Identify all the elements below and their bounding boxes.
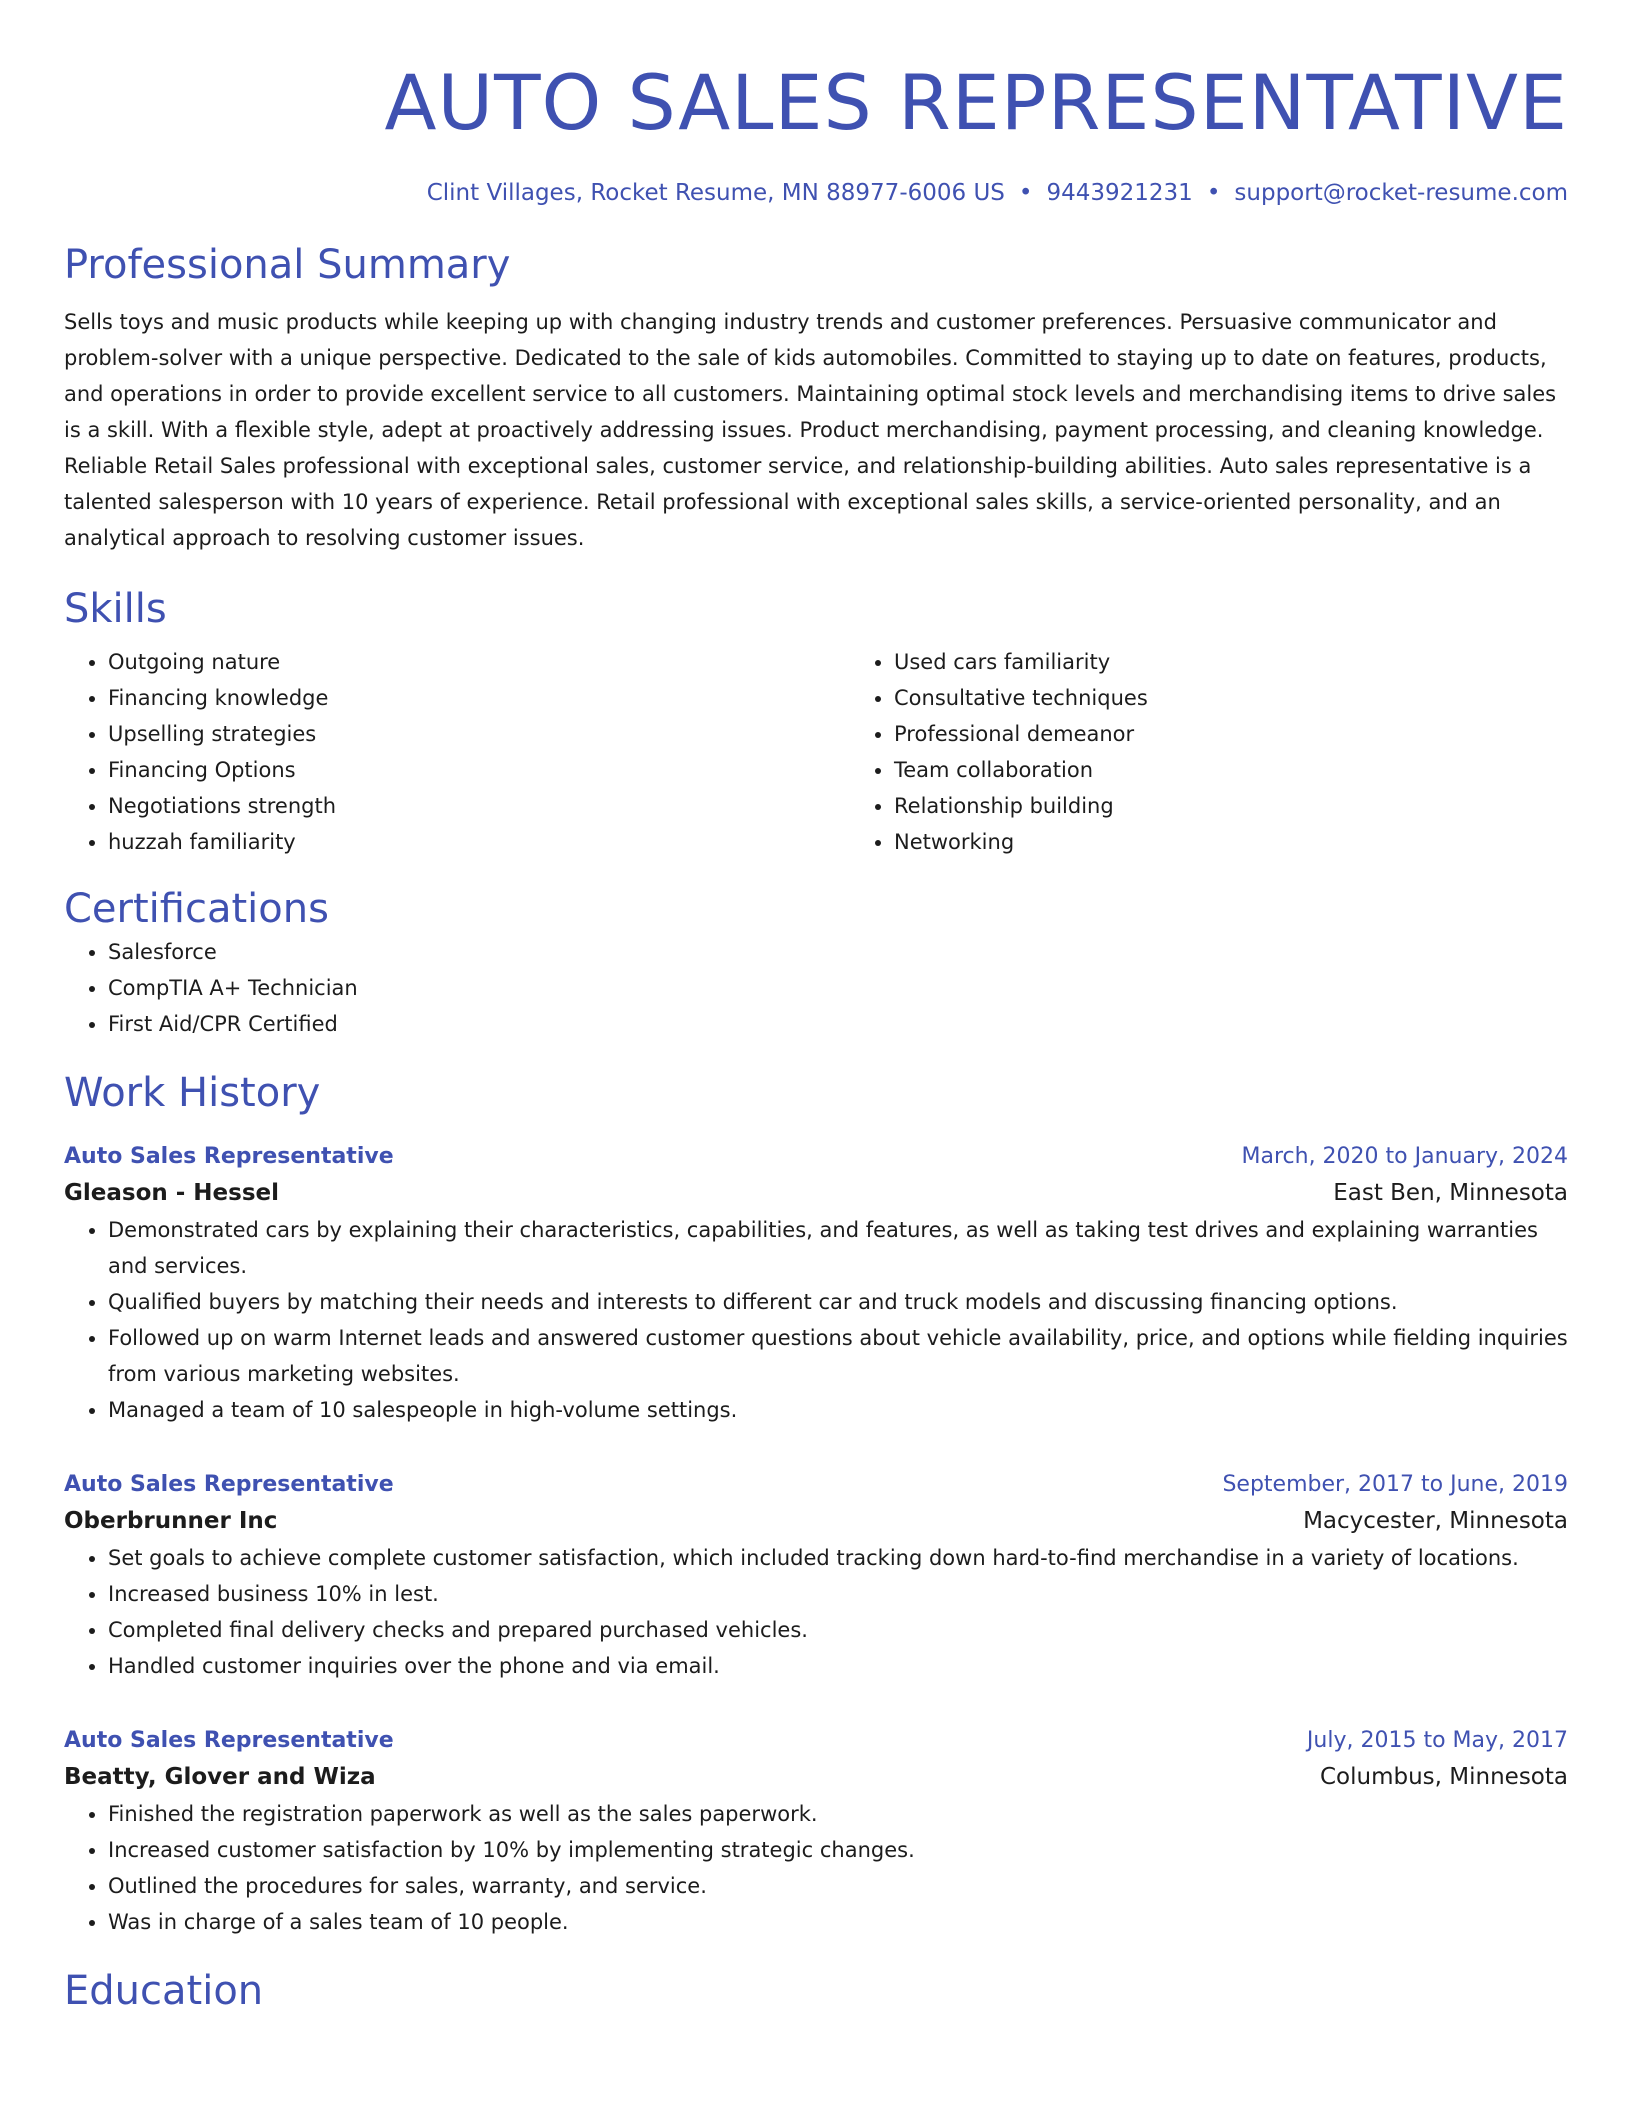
job-bullet: • Completed final delivery checks and prepared purchased vehicles. [108, 1612, 1568, 1648]
job-title-row [64, 1468, 1568, 1502]
skill-item: • Outgoing nature [108, 644, 850, 680]
certifications-heading: Certifications [64, 886, 329, 932]
contact-line [64, 178, 1568, 208]
job-title: Auto Sales Representative [64, 1472, 394, 1497]
skills-list-left [64, 644, 850, 860]
job-bullets [64, 1212, 1568, 1428]
job-bullets [64, 1540, 1568, 1684]
job-dates: July, 2015 to May, 2017 [1306, 1728, 1568, 1753]
job-bullets [64, 1796, 1568, 1940]
summary-heading: Professional Summary [64, 242, 511, 288]
skill-item: • Relationship building [894, 788, 1632, 824]
skill-item: • Financing Options [108, 752, 850, 788]
certifications-list [64, 934, 1568, 1042]
contact-separator: • [1018, 180, 1033, 206]
resume-page [64, 0, 1568, 2016]
job-bullet: • Handled customer inquiries over the phone and via email. [108, 1648, 1568, 1684]
skill-item: • Used cars familiarity [894, 644, 1632, 680]
skill-item: • Consultative techniques [894, 680, 1632, 716]
job-company-row [64, 1758, 1568, 1796]
skills-columns [64, 644, 1568, 860]
certification-item: • CompTIA A+ Technician [108, 970, 1568, 1006]
job-dates: March, 2020 to January, 2024 [1241, 1144, 1568, 1169]
job-location: Macycester, Minnesota [1303, 1508, 1568, 1534]
job-bullet: • Was in charge of a sales team of 10 people. [108, 1904, 1568, 1940]
job-bullet: • Finished the registration paperwork as well as the sales paperwork. [108, 1796, 1568, 1832]
skill-item: • Networking [894, 824, 1632, 860]
job-title-row [64, 1140, 1568, 1174]
job-location: Columbus, Minnesota [1320, 1764, 1568, 1790]
job-title: Auto Sales Representative [64, 1144, 394, 1169]
resume-title: AUTO SALES REPRESENTATIVE [384, 58, 1568, 147]
job-company: Beatty, Glover and Wiza [64, 1764, 376, 1790]
job-location: East Ben, Minnesota [1333, 1180, 1568, 1206]
education-heading: Education [64, 1968, 264, 2014]
job-title-row [64, 1724, 1568, 1758]
job-title: Auto Sales Representative [64, 1728, 394, 1753]
contact-separator: • [1206, 180, 1221, 206]
job-bullet: • Outlined the procedures for sales, warranty, and service. [108, 1868, 1568, 1904]
skill-item: • Upselling strategies [108, 716, 850, 752]
skills-list-right [850, 644, 1632, 860]
skill-item: • Professional demeanor [894, 716, 1632, 752]
job-bullet: • Increased business 10% in lest. [108, 1576, 1568, 1612]
job-entry [64, 1724, 1568, 1940]
job-company-row [64, 1174, 1568, 1212]
skill-item: • Negotiations strength [108, 788, 850, 824]
contact-address: Clint Villages, Rocket Resume, MN 88977-6006 US [426, 180, 1005, 206]
work-history-heading: Work History [64, 1070, 321, 1116]
skill-item: • Team collaboration [894, 752, 1632, 788]
job-bullet: • Qualified buyers by matching their needs and interests to different car and truck models and discussing financing options. [108, 1284, 1568, 1320]
summary-text: Sells toys and music products while keeping up with changing industry trends and customer preferences. Persuasive communicator and problem-solver with a unique perspective. Dedicated to the sale of kids automobiles. Committed to staying up to date on features, products, and operations in order to provide excellent service to all customers. Maintaining optimal stock levels and merchandising items to drive sales is a skill. With a flexible style, adept at proactively addressing issues. Product merchandising, payment processing, and cleaning knowledge. Reliable Retail Sales professional with exceptional sales, customer service, and relationship-building abilities. Auto sales representative is a talented salesperson with 10 years of experience. Retail professional with exceptional sales skills, a service-oriented personality, and an analytical approach to resolving customer issues. [64, 310, 1557, 550]
job-company-row [64, 1502, 1568, 1540]
job-bullet: • Managed a team of 10 salespeople in high-volume settings. [108, 1392, 1568, 1428]
job-dates: September, 2017 to June, 2019 [1222, 1472, 1568, 1497]
job-company: Oberbrunner Inc [64, 1508, 278, 1534]
job-bullet: • Demonstrated cars by explaining their characteristics, capabilities, and features, as well as taking test drives and explaining warranties and services. [108, 1212, 1568, 1284]
certification-item: • First Aid/CPR Certified [108, 1006, 1568, 1042]
contact-email[interactable]: support@rocket-resume.com [1234, 180, 1568, 206]
job-company: Gleason - Hessel [64, 1180, 280, 1206]
skill-item: • Financing knowledge [108, 680, 850, 716]
job-bullet: • Increased customer satisfaction by 10% by implementing strategic changes. [108, 1832, 1568, 1868]
contact-phone: 9443921231 [1046, 180, 1193, 206]
job-entry [64, 1468, 1568, 1684]
resume-header [64, 0, 1568, 208]
job-bullet: • Set goals to achieve complete customer satisfaction, which included tracking down hard-to-find merchandise in a variety of locations. [108, 1540, 1568, 1576]
job-entry [64, 1140, 1568, 1428]
skill-item: • huzzah familiarity [108, 824, 850, 860]
certification-item: • Salesforce [108, 934, 1568, 970]
skills-heading: Skills [64, 586, 167, 632]
job-bullet: • Followed up on warm Internet leads and answered customer questions about vehicle availability, price, and options while fielding inquiries from various marketing websites. [108, 1320, 1568, 1392]
